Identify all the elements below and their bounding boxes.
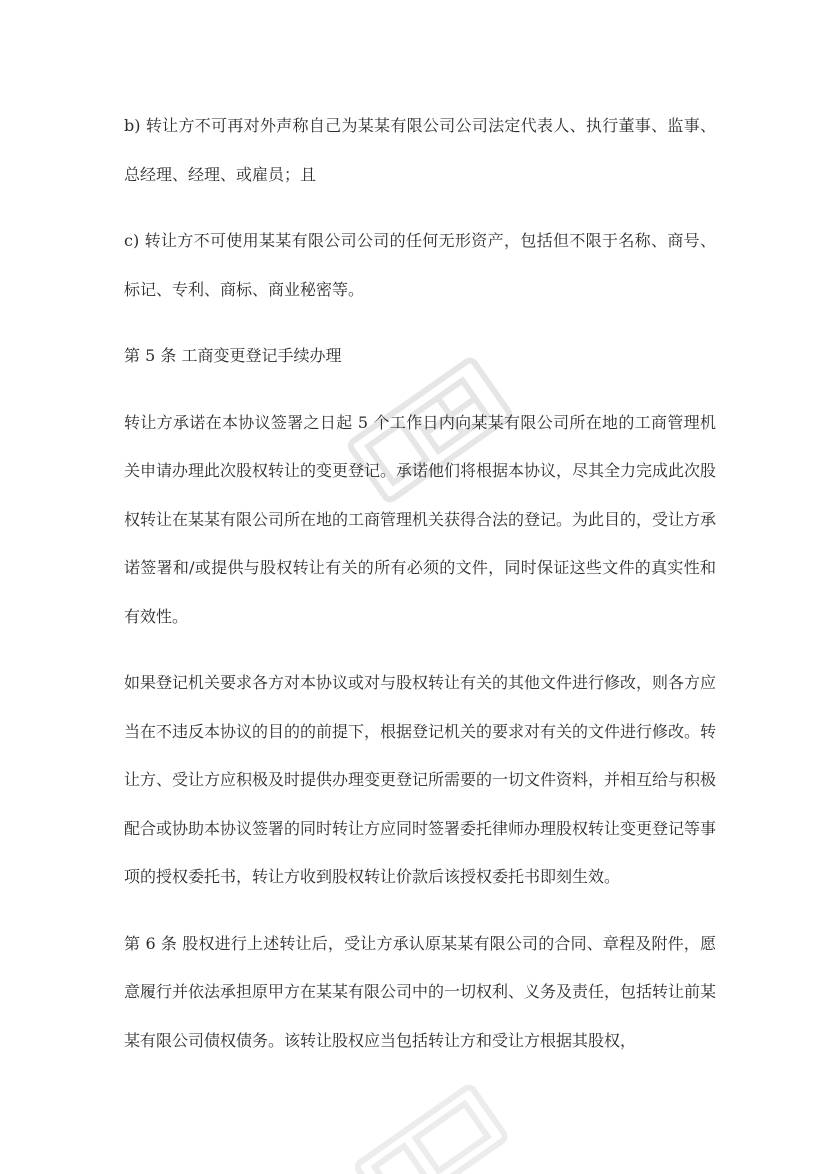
clause-b-paragraph: b) 转让方不可再对外声称自己为某某有限公司公司法定代表人、执行董事、监事、总经理、经理、或雇员；且	[124, 116, 716, 184]
article-6-paragraph: 第 6 条 股权进行上述转让后，受让方承认原某某有限公司的合同、章程及附件，愿意履行并依法承担原甲方在某某有限公司中的一切权利、义务及责任，包括转让前某某有限公司债权债务。该转让股权应当包括转让方和受让方根据其股权，	[124, 933, 717, 1050]
clause-c-paragraph: c) 转让方不可使用某某有限公司公司的任何无形资产，包括但不限于名称、商号、标记、专利、商标、商业秘密等。	[124, 231, 716, 299]
article-5-heading: 第 5 条 工商变更登记手续办理	[124, 346, 342, 365]
document-body	[124, 102, 716, 1083]
article-5-paragraph-1: 转让方承诺在本协议签署之日起 5 个工作日内向某某有限公司所在地的工商管理机关申请办理此次股权转让的变更登记。承诺他们将根据本协议，尽其全力完成此次股权转让在某某有限公司所在地的工商管理机关获得合法的登记。为此目的，受让方承诺签署和/或提供与股权转让有关的所有必须的文件，同时保证这些文件的真实性和有效性。	[124, 412, 717, 626]
article-5-paragraph-2: 如果登记机关要求各方对本协议或对与股权转让有关的其他文件进行修改，则各方应当在不违反本协议的目的的前提下，根据登记机关的要求对有关的文件进行修改。转让方、受让方应积极及时提供办理变更登记所需要的一切文件资料，并相互给与积极配合或协助本协议签署的同时转让方应同时签署委托律师办理股权转让变更登记等事项的授权委托书，转让方收到股权转让价款后该授权委托书即刻生效。	[124, 673, 717, 886]
